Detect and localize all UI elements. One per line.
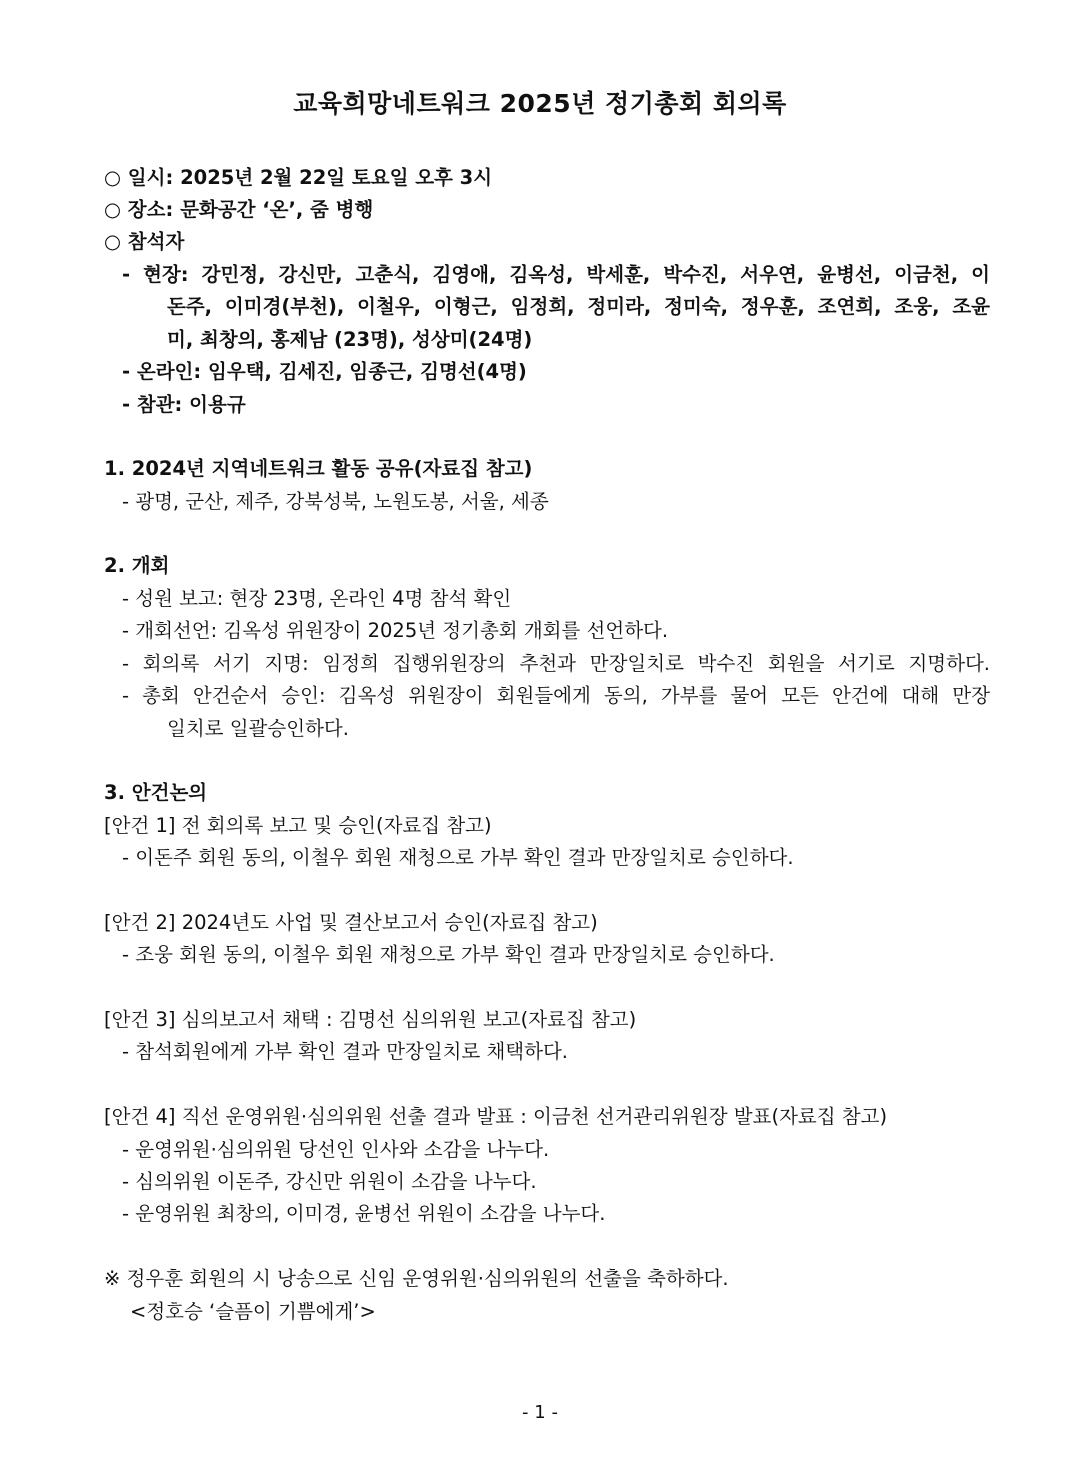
agenda-1-title: [안건 1] 전 회의록 보고 및 승인(자료집 참고) <box>104 814 492 837</box>
attendees-heading: ○ 참석자 <box>104 230 185 253</box>
note-line-1: ※ 정우훈 회원의 시 낭송으로 신임 운영위원·심의위원의 선출을 축하하다. <box>104 1267 729 1290</box>
section-2-line-2: - 개회선언: 김옥성 위원장이 2025년 정기총회 개회를 선언하다. <box>122 619 669 642</box>
attendees-onsite-line-2: 돈주, 이미경(부천), 이철우, 이형근, 임정희, 정미라, 정미숙, 정우훈, 조연희, 조웅, 조윤 <box>167 295 990 318</box>
page-number: - 1 - <box>522 1402 558 1423</box>
agenda-4-line-2: - 심의위원 이돈주, 강신만 위원이 소감을 나누다. <box>122 1170 537 1193</box>
meeting-date: ○ 일시: 2025년 2월 22일 토요일 오후 3시 <box>104 166 493 189</box>
section-2-line-4a: - 총회 안건순서 승인: 김옥성 위원장이 회원들에게 동의, 가부를 물어 모든 안건에 대해 만장 <box>122 684 990 707</box>
attendees-online: - 온라인: 임우택, 김세진, 임종근, 김명선(4명) <box>122 360 527 383</box>
section-2-line-1: - 성원 보고: 현장 23명, 온라인 4명 참석 확인 <box>122 587 512 610</box>
note-line-2: <정호승 ‘슬픔이 기쁨에게’> <box>130 1300 376 1323</box>
section-2-line-3: - 회의록 서기 지명: 임정희 집행위원장의 추천과 만장일치로 박수진 회원을 서기로 지명하다. <box>122 652 990 675</box>
meeting-place: ○ 장소: 문화공간 ‘온’, 줌 병행 <box>104 198 374 221</box>
section-2-line-4b: 일치로 일괄승인하다. <box>167 717 349 740</box>
agenda-1-line: - 이돈주 회원 동의, 이철우 회원 재청으로 가부 확인 결과 만장일치로 승인하다. <box>122 846 794 869</box>
agenda-4-line-3: - 운영위원 최창의, 이미경, 윤병선 위원이 소감을 나누다. <box>122 1202 606 1225</box>
agenda-4-title: [안건 4] 직선 운영위원·심의위원 선출 결과 발표 : 이금천 선거관리위원장 발표(자료집 참고) <box>104 1105 888 1128</box>
agenda-2-line: - 조웅 회원 동의, 이철우 회원 재청으로 가부 확인 결과 만장일치로 승인하다. <box>122 943 775 966</box>
agenda-3-title: [안건 3] 심의보고서 채택 : 김명선 심의위원 보고(자료집 참고) <box>104 1008 637 1031</box>
agenda-2-title: [안건 2] 2024년도 사업 및 결산보고서 승인(자료집 참고) <box>104 911 598 934</box>
section-1-heading: 1. 2024년 지역네트워크 활동 공유(자료집 참고) <box>104 457 533 480</box>
agenda-4-line-1: - 운영위원·심의위원 당선인 인사와 소감을 나누다. <box>122 1138 550 1161</box>
document-title: 교육희망네트워크 2025년 정기총회 회의록 <box>293 89 787 118</box>
section-3-heading: 3. 안건논의 <box>104 781 208 804</box>
section-1-line: - 광명, 군산, 제주, 강북성북, 노원도봉, 서울, 세종 <box>122 490 549 513</box>
attendees-onsite-line-3: 미, 최창의, 홍제남 (23명), 성상미(24명) <box>167 328 533 351</box>
agenda-3-line: - 참석회원에게 가부 확인 결과 만장일치로 채택하다. <box>122 1040 569 1063</box>
attendees-observer: - 참관: 이용규 <box>122 393 246 416</box>
attendees-onsite-line-1: - 현장: 강민정, 강신만, 고춘식, 김영애, 김옥성, 박세훈, 박수진, 서우연, 윤병선, 이금천, 이 <box>122 263 990 286</box>
section-2-heading: 2. 개회 <box>104 554 170 577</box>
